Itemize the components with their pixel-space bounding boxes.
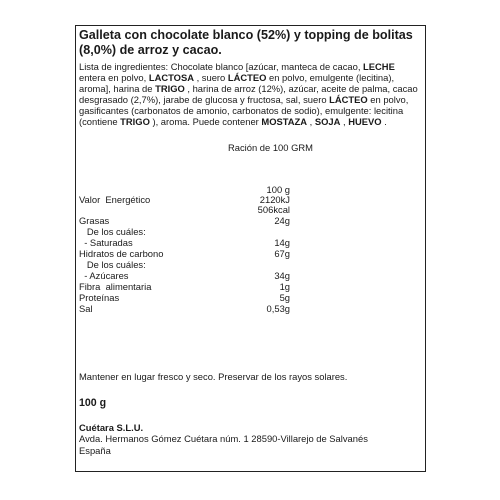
nutrient-label: Sal (79, 303, 93, 314)
ingredient-text: en polvo, emulgente (lecitina), aroma], harina de (79, 72, 395, 95)
allergen-text: TRIGO (155, 83, 185, 95)
nutrient-label: - Azúcares (79, 270, 129, 281)
company-country: España (79, 444, 111, 456)
nutrition-row (0, 226, 500, 237)
nutrient-label: Hidratos de carbono (79, 248, 164, 259)
serving-label: Ración de 100 GRM (228, 142, 313, 153)
ingredient-text: , (340, 116, 349, 128)
allergen-text: MOSTAZA (261, 116, 308, 128)
allergen-text: LÁCTEO (329, 94, 368, 106)
ingredient-text: , suero (193, 72, 228, 84)
ingredients-list (79, 61, 419, 128)
nutrition-row (0, 248, 500, 259)
net-weight: 100 g (79, 397, 107, 409)
company-address-block (79, 433, 419, 456)
nutrition-row (0, 292, 500, 303)
company-address: Avda. Hermanos Gómez Cuétara núm. 1 28590-Villarejo de Salvanés (79, 433, 368, 444)
nutrient-value: 100 g (266, 184, 290, 195)
nutrition-row (0, 204, 500, 215)
nutrient-value: 14g (274, 237, 290, 248)
allergen-text: LÁCTEO (227, 72, 267, 84)
ingredient-text: , (307, 116, 315, 128)
ingredient-text: ), aroma. Puede contener (149, 116, 262, 128)
nutrient-value: 5g (279, 292, 290, 303)
nutrient-label: Fibra alimentaria (79, 281, 152, 292)
nutrition-row (0, 281, 500, 292)
ingredient-text: . (381, 116, 387, 128)
nutrient-value: 1g (279, 281, 290, 292)
allergen-text: LACTOSA (148, 72, 194, 84)
ingredient-text: Lista de ingredientes: Chocolate blanco [azúcar, manteca de cacao, (79, 61, 364, 72)
nutrient-label: Proteínas (79, 292, 120, 303)
product-title: Galleta con chocolate blanco (52%) y topping de bolitas (8,0%) de arroz y cacao. (79, 28, 413, 57)
nutrient-value: 506kcal (257, 204, 290, 215)
nutrient-value: 0,53g (266, 303, 290, 314)
storage-instructions: Mantener en lugar fresco y seco. Preservar de los rayos solares. (79, 371, 348, 382)
ingredient-text: entera en polvo, (79, 72, 149, 84)
nutrient-label: De los cuáles: (79, 259, 146, 270)
ingredient-text: en polvo, gasificantes (carbonatos de amonio, carbonatos de sodio), emulgente: lecitina (contiene (79, 94, 409, 128)
nutrient-label: Valor Energético (79, 194, 151, 205)
nutrient-value: 2120kJ (259, 194, 290, 205)
allergen-text: TRIGO (120, 116, 150, 128)
nutrient-value: 67g (274, 248, 290, 259)
nutrition-row (0, 303, 500, 314)
nutrition-row (0, 215, 500, 226)
nutrient-value: 34g (274, 270, 290, 281)
nutrient-label: De los cuáles: (79, 226, 146, 237)
allergen-text: HUEVO (348, 116, 382, 128)
nutrition-row (0, 259, 500, 270)
company-name: Cuétara S.L.U. (79, 422, 144, 433)
allergen-text: SOJA (314, 116, 341, 128)
nutrition-row (0, 237, 500, 248)
nutrient-label: - Saturadas (79, 237, 133, 248)
nutrient-label: Grasas (79, 215, 110, 226)
nutrition-row (0, 270, 500, 281)
nutrient-value: 24g (274, 215, 290, 226)
ingredient-text: , harina de arroz (12%), azúcar, aceite de palma, cacao desgrasado (2,7%), jarabe de glucosa y fructosa, sal, suero (79, 83, 418, 106)
allergen-text: LECHE (363, 61, 395, 72)
